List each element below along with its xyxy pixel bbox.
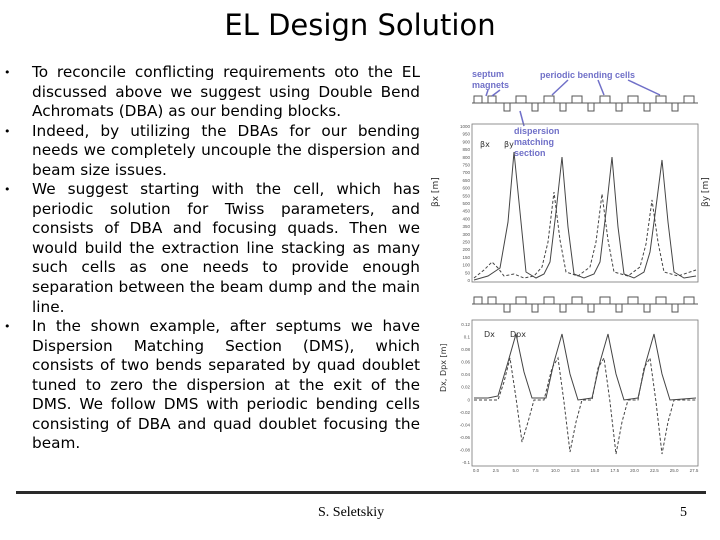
author-name: S. Seletskiy (318, 505, 385, 520)
tick-label: 17.5 (610, 468, 620, 473)
tick-label: 150 (462, 254, 470, 260)
bottom-plot-x-ticks (473, 468, 699, 473)
tick-label: 700 (462, 170, 470, 176)
tick-label: 250 (462, 239, 470, 245)
bullet-text: We suggest starting with the cell, which has periodic solution for Twiss parameters, and consists of DBA and focusing quads. Then we would build the extraction line stacking as many such cells as one needs to provide enough separation between the beam dump and the main line. (32, 180, 420, 316)
tick-label: 600 (462, 185, 470, 191)
tick-label: 800 (462, 154, 470, 160)
bullet-text: Indeed, by utilizing the DBAs for our bending needs we completely uncouple the dispersion and beam size issues. (32, 121, 420, 179)
tick-label: 300 (462, 231, 470, 237)
top-plot-ylabel-right: βy [m] (701, 177, 711, 207)
footer-divider (16, 491, 706, 494)
tick-label: 950 (462, 131, 470, 137)
bullet-item (4, 63, 420, 122)
curve-label-dx: Dx (484, 330, 495, 339)
dispersion-curve (474, 334, 696, 400)
tick-label: 900 (462, 139, 470, 145)
bullet-text: To reconcile conflicting requirements oto the EL discussed above we suggest using Double Bend Achromats (DBA) as our bending blocks. (32, 63, 420, 121)
tick-label: 15.0 (590, 468, 600, 473)
tick-label: 750 (462, 162, 470, 168)
tick-label: -0.1 (462, 460, 470, 465)
bullet-list (4, 63, 420, 454)
tick-label: 20.0 (630, 468, 639, 473)
tick-label: 200 (462, 247, 470, 253)
page-number: 5 (680, 505, 687, 520)
tick-label: 25.0 (669, 468, 679, 473)
label-dispersion: dispersion (514, 126, 560, 136)
tick-label: 1000 (459, 124, 470, 129)
label-matching: matching (514, 137, 555, 147)
tick-label: 0.06 (461, 359, 470, 365)
label-septum-magnets-2: magnets (472, 80, 510, 90)
tick-label: 850 (462, 147, 470, 153)
bullet-text: In the shown example, after septums we have Dispersion Matching Section (DMS), which consists of two bends separated by quad doublet tuned to zero the dispersion at the exit of the DMS. We follow DMS with periodic bending cells consisting of DBA and quad doublet focusing the beam. (32, 317, 420, 453)
label-section: section (514, 148, 546, 158)
curve-label-dpx: Dpx (510, 330, 526, 339)
tick-label: 350 (462, 224, 470, 230)
tick-label: 100 (462, 262, 470, 268)
bullet-marker: • (4, 66, 11, 79)
tick-label: 0 (467, 397, 470, 403)
tick-label: 22.5 (649, 468, 659, 473)
tick-label: 0.02 (461, 384, 470, 390)
tick-label: -0.06 (459, 434, 470, 440)
tick-label: 0 (467, 278, 470, 283)
tick-label: 0.12 (461, 322, 470, 327)
bottom-plot-axes (439, 320, 698, 466)
tick-label: -0.02 (459, 409, 470, 415)
bullet-item (4, 317, 420, 454)
tick-label: 10.0 (550, 468, 560, 473)
dispersion-derivative-curve (474, 358, 696, 454)
tick-label: -0.04 (459, 422, 470, 428)
bullet-item (4, 180, 420, 317)
bullet-marker: • (4, 183, 11, 197)
tick-label: 400 (462, 216, 470, 222)
tick-label: 0.1 (463, 334, 470, 340)
tick-label: 500 (462, 201, 470, 206)
tick-label: 0.04 (461, 372, 470, 378)
label-periodic-bending-cells: periodic bending cells (540, 70, 636, 80)
slide-title: EL Design Solution (224, 8, 496, 42)
tick-label: 550 (462, 193, 470, 199)
bullet-marker: • (4, 124, 11, 138)
tick-label: 0.0 (472, 468, 480, 473)
bullet-marker: • (4, 320, 11, 334)
tick-label: 5.0 (512, 468, 519, 473)
tick-label: -0.08 (459, 447, 470, 453)
tick-label: 650 (462, 177, 470, 183)
top-plot-ylabel-left: βx [m] (431, 177, 441, 207)
lattice-strip-bottom (472, 297, 698, 312)
tick-label: 7.5 (532, 468, 539, 473)
tick-label: 0.08 (461, 347, 470, 353)
tick-label: 27.5 (689, 468, 699, 473)
bottom-plot-y-ticks (460, 322, 471, 465)
tick-label: 450 (462, 208, 470, 214)
curve-label-betay: βy (504, 140, 514, 149)
label-septum-magnets: septum (472, 69, 505, 79)
beam-optics-figure (428, 62, 713, 474)
curve-label-betax: βx (480, 140, 490, 149)
tick-label: 12.5 (570, 468, 580, 473)
bullet-item (4, 122, 420, 181)
tick-label: 2.5 (492, 468, 499, 473)
tick-label: 50 (464, 270, 470, 276)
top-plot-y-ticks (460, 124, 471, 283)
bottom-plot-ylabel: Dx, Dpx [m] (439, 343, 448, 392)
